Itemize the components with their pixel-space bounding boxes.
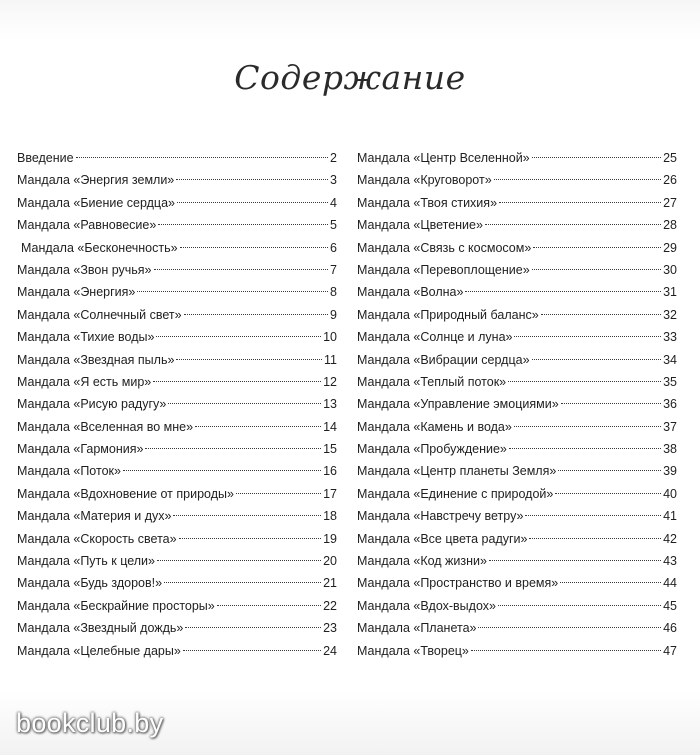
toc-entry-page-number: 10: [323, 330, 337, 345]
toc-entry-page-number: 35: [663, 374, 677, 389]
dot-leader: [184, 314, 328, 315]
toc-entry: [357, 147, 677, 169]
toc-entry-title: Мандала «Цветение»: [357, 218, 483, 233]
toc-entry-title: Мандала «Вселенная во мне»: [17, 419, 194, 434]
toc-entry: [17, 371, 337, 393]
toc-entry: [17, 528, 337, 550]
toc-entry-page-number: 18: [323, 509, 337, 524]
toc-entry-title: Мандала «Вдох-выдох»: [357, 598, 496, 613]
toc-entry-page-number: 13: [323, 397, 337, 412]
dot-leader: [465, 291, 661, 292]
toc-entry: [17, 572, 337, 594]
dot-leader: [514, 336, 661, 337]
toc-entry-page-number: 37: [663, 419, 677, 434]
toc-entry: [357, 393, 677, 415]
toc-entry: [17, 595, 337, 617]
dot-leader: [179, 538, 322, 539]
toc-entry: [357, 281, 677, 303]
toc-entry-title: Мандала «Код жизни»: [357, 554, 487, 569]
dot-leader: [137, 291, 328, 292]
toc-entry: [17, 281, 337, 303]
dot-leader: [195, 426, 321, 427]
toc-entry: [357, 595, 677, 617]
toc-entry-title: Мандала «Скорость света»: [17, 531, 177, 546]
dot-leader: [177, 202, 328, 203]
watermark-logo: bookclub.by: [16, 708, 164, 738]
toc-entry-page-number: 23: [323, 621, 337, 636]
dot-leader: [176, 179, 328, 180]
toc-entry: [17, 617, 337, 639]
toc-entry-title: Мандала «Тихие воды»: [17, 330, 155, 345]
toc-entry-page-number: 24: [323, 643, 337, 658]
toc-entry: [17, 505, 337, 527]
toc-entry-page-number: 44: [663, 576, 677, 591]
toc-entry-page-number: 11: [324, 352, 337, 367]
toc-entry-page-number: 25: [663, 151, 677, 165]
toc-entry-page-number: 26: [663, 173, 677, 188]
toc-entry-page-number: 8: [330, 285, 337, 300]
toc-entry-page-number: 22: [323, 598, 337, 613]
toc-entry-title: Мандала «Управление эмоциями»: [357, 397, 559, 412]
dot-leader: [236, 493, 321, 494]
toc-entry: [17, 326, 337, 348]
dot-leader: [525, 515, 661, 516]
dot-leader: [173, 515, 321, 516]
toc-entry-title: Мандала «Перевоплощение»: [357, 262, 530, 277]
toc-entry: [357, 371, 677, 393]
toc-entry-page-number: 7: [330, 262, 337, 277]
dot-leader: [494, 179, 661, 180]
dot-leader: [158, 224, 328, 225]
toc-entry: [17, 147, 337, 169]
toc-entry: [357, 640, 677, 662]
toc-entry-title: Мандала «Теплый поток»: [357, 374, 507, 389]
dot-leader: [558, 470, 661, 471]
toc-entry-title: Мандала «Солнце и луна»: [357, 330, 513, 345]
toc-entry-title: Мандала «Звездная пыль»: [17, 352, 175, 367]
toc-entry-page-number: 43: [663, 554, 677, 569]
dot-leader: [168, 403, 321, 404]
toc-entry-page-number: 12: [323, 374, 337, 389]
dot-leader: [489, 560, 661, 561]
toc-entry: [17, 169, 337, 191]
dot-leader: [533, 247, 661, 248]
toc-entry-page-number: 6: [330, 240, 337, 255]
toc-entry-page-number: 32: [663, 307, 677, 322]
toc-entry-title: Мандала «Вдохновение от природы»: [17, 486, 234, 501]
toc-entry-page-number: 9: [330, 307, 337, 322]
dot-leader: [123, 470, 321, 471]
dot-leader: [555, 493, 661, 494]
toc-entry-title: Мандала «Путь к цели»: [17, 554, 155, 569]
dot-leader: [508, 381, 661, 382]
toc-entry: [357, 349, 677, 371]
toc-entry: [357, 505, 677, 527]
dot-leader: [509, 448, 661, 449]
toc-entry-title: Мандала «Энергия земли»: [17, 173, 175, 188]
toc-entry-title: Мандала «Пространство и время»: [357, 576, 559, 591]
toc-entry-title: Мандала «Поток»: [17, 464, 121, 479]
toc-entry: [17, 237, 337, 259]
dot-leader: [164, 582, 321, 583]
toc-entry-title: Мандала «Биение сердца»: [17, 195, 175, 210]
toc-entry-title: Мандала «Все цвета радуги»: [357, 531, 528, 546]
toc-entry: [357, 214, 677, 236]
dot-leader: [485, 224, 661, 225]
dot-leader: [499, 202, 661, 203]
toc-entry-page-number: 5: [330, 218, 337, 233]
toc-entry: [357, 259, 677, 281]
dot-leader: [157, 560, 321, 561]
dot-leader: [180, 247, 329, 248]
dot-leader: [532, 157, 661, 158]
toc-entry-page-number: 45: [663, 598, 677, 613]
toc-entry-title: Мандала «Творец»: [357, 643, 469, 658]
dot-leader: [145, 448, 321, 449]
toc-entry-page-number: 28: [663, 218, 677, 233]
toc-entry-page-number: 27: [663, 195, 677, 210]
toc-entry-page-number: 19: [323, 531, 337, 546]
toc-entry: [17, 416, 337, 438]
toc-entry: [357, 326, 677, 348]
toc-entry: [17, 438, 337, 460]
toc-entry: [357, 304, 677, 326]
toc-entry-title: Мандала «Я есть мир»: [17, 374, 152, 389]
dot-leader: [176, 359, 322, 360]
dot-leader: [183, 650, 321, 651]
dot-leader: [478, 627, 661, 628]
toc-entry-page-number: 30: [663, 262, 677, 277]
toc-entry-title: Мандала «Круговорот»: [357, 173, 492, 188]
toc-entry-page-number: 40: [663, 486, 677, 501]
dot-leader: [532, 269, 661, 270]
toc-entry-title: Мандала «Бескрайние просторы»: [17, 598, 215, 613]
toc-entry-page-number: 3: [330, 173, 337, 188]
toc-entry-title: Мандала «Пробуждение»: [357, 442, 507, 457]
toc-entry-title: Мандала «Центр Вселенной»: [357, 151, 530, 165]
toc-entry-title: Мандала «Единение с природой»: [357, 486, 554, 501]
toc-entry-page-number: 4: [330, 195, 337, 210]
toc-entry: [17, 214, 337, 236]
toc-entry: [357, 169, 677, 191]
toc-entry-title: Мандала «Природный баланс»: [357, 307, 539, 322]
toc-entry-title: Мандала «Будь здоров!»: [17, 576, 163, 591]
toc-entry-title: Введение: [17, 151, 74, 165]
dot-leader: [560, 582, 661, 583]
toc-entry: [357, 237, 677, 259]
toc-entry: [17, 259, 337, 281]
dot-leader: [561, 403, 661, 404]
toc-entry-title: Мандала «Равновесие»: [17, 218, 157, 233]
toc-column-left: [17, 147, 337, 662]
dot-leader: [153, 381, 321, 382]
dot-leader: [529, 538, 661, 539]
page-title: Содержание: [234, 58, 466, 97]
toc-entry: [357, 460, 677, 482]
toc-entry: [17, 192, 337, 214]
toc-entry-page-number: 36: [663, 397, 677, 412]
toc-entry-title: Мандала «Бесконечность»: [21, 240, 178, 255]
toc-entry: [17, 304, 337, 326]
toc-entry-title: Мандала «Связь с космосом»: [357, 240, 532, 255]
dot-leader: [217, 605, 321, 606]
toc-entry-page-number: 46: [663, 621, 677, 636]
toc-entry-title: Мандала «Волна»: [357, 285, 464, 300]
toc-entry-title: Мандала «Навстречу ветру»: [357, 509, 524, 524]
toc-entry: [17, 460, 337, 482]
toc-entry-title: Мандала «Центр планеты Земля»: [357, 464, 557, 479]
toc-entry-page-number: 20: [323, 554, 337, 569]
dot-leader: [532, 359, 662, 360]
toc-entry-page-number: 42: [663, 531, 677, 546]
toc-entry-page-number: 47: [663, 643, 677, 658]
toc-entry-title: Мандала «Материя и дух»: [17, 509, 172, 524]
toc-entry: [357, 572, 677, 594]
toc-entry-page-number: 2: [330, 151, 337, 165]
toc-entry-page-number: 16: [323, 464, 337, 479]
dot-leader: [498, 605, 661, 606]
toc-entry-page-number: 14: [323, 419, 337, 434]
dot-leader: [154, 269, 329, 270]
toc-entry: [17, 393, 337, 415]
toc-entry: [357, 483, 677, 505]
toc-entry-page-number: 17: [323, 486, 337, 501]
toc-entry-page-number: 29: [663, 240, 677, 255]
toc-entry-title: Мандала «Звон ручья»: [17, 262, 152, 277]
dot-leader: [156, 336, 321, 337]
toc-entry-page-number: 39: [663, 464, 677, 479]
toc-entry-title: Мандала «Камень и вода»: [357, 419, 512, 434]
toc-entry: [17, 640, 337, 662]
toc-entry-title: Мандала «Солнечный свет»: [17, 307, 182, 322]
dot-leader: [514, 426, 661, 427]
toc-entry-title: Мандала «Планета»: [357, 621, 477, 636]
toc-entry-title: Мандала «Звездный дождь»: [17, 621, 184, 636]
toc-entry-page-number: 33: [663, 330, 677, 345]
toc-entry: [17, 483, 337, 505]
toc-entry-page-number: 41: [663, 509, 677, 524]
toc-entry-page-number: 21: [323, 576, 337, 591]
toc-entry: [17, 550, 337, 572]
toc-column-right: [357, 147, 677, 662]
toc-entry-title: Мандала «Вибрации сердца»: [357, 352, 530, 367]
toc-entry: [357, 617, 677, 639]
toc-entry: [17, 349, 337, 371]
toc-entry-title: Мандала «Твоя стихия»: [357, 195, 498, 210]
toc-entry: [357, 416, 677, 438]
toc-entry-title: Мандала «Целебные дары»: [17, 643, 181, 658]
dot-leader: [471, 650, 661, 651]
dot-leader: [185, 627, 321, 628]
toc-entry-page-number: 31: [663, 285, 677, 300]
dot-leader: [541, 314, 661, 315]
toc-entry: [357, 192, 677, 214]
toc-entry-page-number: 38: [663, 442, 677, 457]
dot-leader: [76, 157, 328, 158]
toc-entry-title: Мандала «Гармония»: [17, 442, 144, 457]
toc-entry: [357, 550, 677, 572]
toc-entry-title: Мандала «Рисую радугу»: [17, 397, 167, 412]
toc-entry-page-number: 34: [663, 352, 677, 367]
toc-entry-page-number: 15: [323, 442, 337, 457]
toc-entry: [357, 528, 677, 550]
toc-entry: [357, 438, 677, 460]
toc-entry-title: Мандала «Энергия»: [17, 285, 136, 300]
